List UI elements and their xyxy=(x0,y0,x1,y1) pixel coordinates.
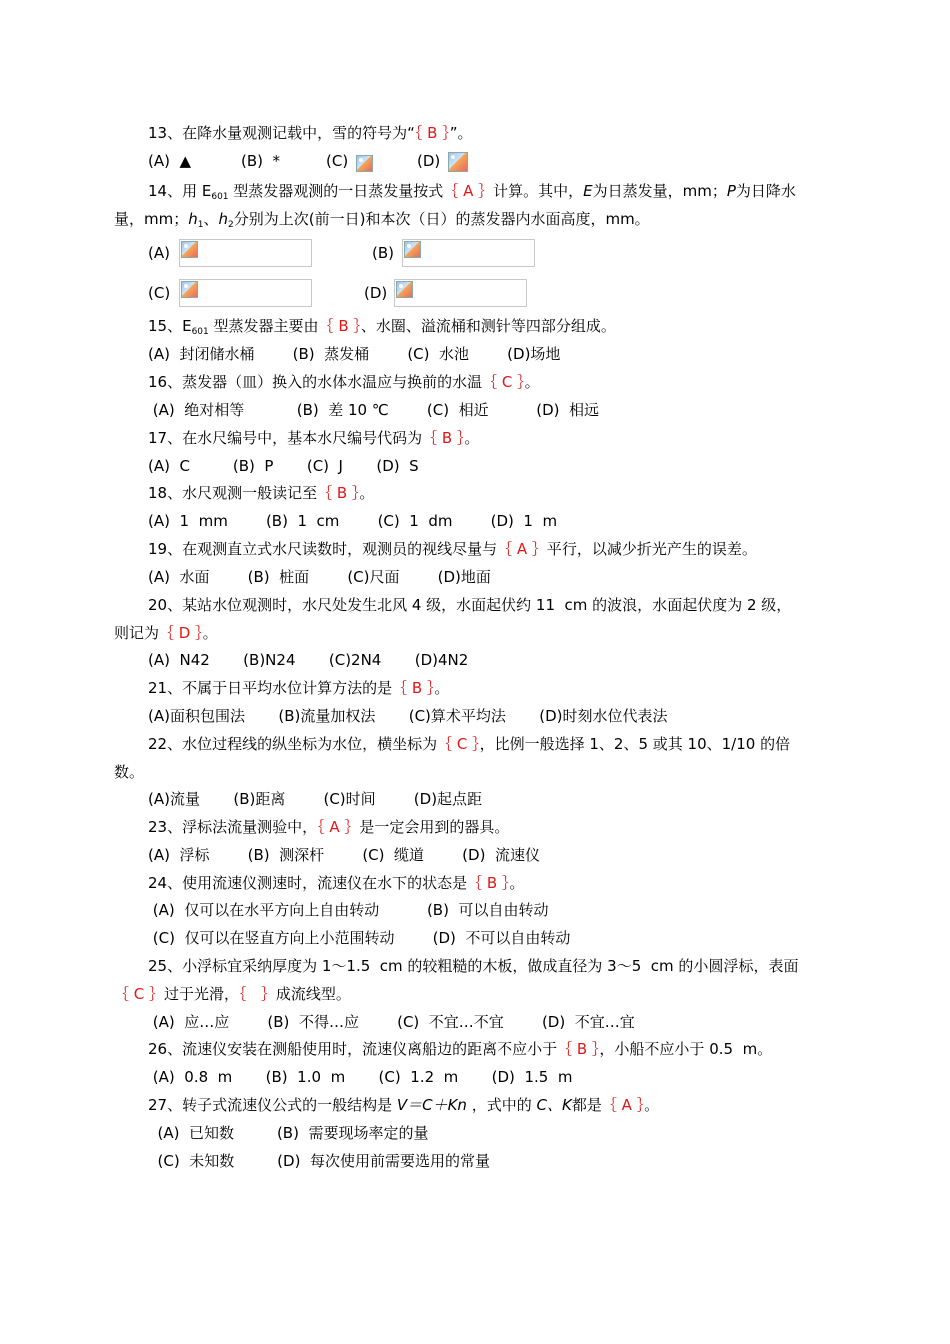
q13-text: 13、在降水量观测记载中，雪的符号为“ xyxy=(148,124,415,142)
question-23: 23、浮标法流量测验中，｛ A ｝是一定会用到的器具。 xyxy=(148,818,510,836)
question-27: 27、转子式流速仪公式的一般结构是 V＝C＋Kn ，式中的 C、K都是｛ A ｝。 xyxy=(148,1096,660,1114)
question-22: 22、水位过程线的纵坐标为水位，横坐标为｛ C ｝，比例一般选择 1、2、5 或其 10、1/10 的倍 xyxy=(148,735,791,753)
q17-options: (A) C (B) P (C) J (D) S xyxy=(148,457,419,475)
broken-image-icon xyxy=(181,241,198,258)
q20-answer: ｛ D ｝ xyxy=(159,624,203,642)
question-18: 18、水尺观测一般读记至｛ B ｝。 xyxy=(148,484,375,502)
broken-image-icon xyxy=(448,152,468,172)
q15-answer: ｛ B ｝ xyxy=(318,317,361,335)
broken-image-icon xyxy=(396,281,413,298)
q13-text-end: ”。 xyxy=(449,124,473,142)
q25-answer: ｛ C ｝ xyxy=(114,985,165,1003)
q13-option-a: (A) ▲ xyxy=(148,152,192,170)
question-25: 25、小浮标宜采纳厚度为 1～1.5 cm 的较粗糙的木板，做成直径为 3～5 cm 的小圆浮标，表面 xyxy=(148,957,799,975)
q16-answer: ｛ C ｝ xyxy=(482,373,525,391)
question-26: 26、流速仪安装在测船使用时，流速仪离船边的距离不应小于｛ B ｝，小船不应小于 0.5 m。 xyxy=(148,1040,773,1058)
q14-formula-b-image xyxy=(402,239,535,267)
question-20-cont: 则记为｛ D ｝。 xyxy=(114,624,218,642)
broken-image-icon xyxy=(404,241,421,258)
q14-option-b-label: (B) xyxy=(372,244,394,262)
q18-answer: ｛ B ｝ xyxy=(317,484,360,502)
q20-options: (A) N42 (B)N24 (C)2N4 (D)4N2 xyxy=(148,651,469,669)
q13-answer: ｛ B ｝ xyxy=(414,124,450,142)
q13-option-d-label: (D) xyxy=(417,152,441,170)
q23-answer: ｛ A ｝ xyxy=(317,818,360,836)
question-20: 20、某站水位观测时，水尺处发生北风 4 级，水面起伏约 11 cm 的波浪，水面起伏度为 2 级， xyxy=(148,596,792,614)
q19-options: (A) 水面 (B) 桩面 (C)尺面 (D)地面 xyxy=(148,568,491,586)
broken-image-icon xyxy=(181,281,198,298)
question-22-cont: 数。 xyxy=(114,763,145,781)
question-17: 17、在水尺编号中，基本水尺编号代码为｛ B ｝。 xyxy=(148,429,480,447)
q14-option-d-label: (D) xyxy=(364,284,388,302)
q27-options-row1: (A) 已知数 (B) 需要现场率定的量 xyxy=(148,1124,429,1142)
q21-answer: ｛ B ｝ xyxy=(392,679,435,697)
q14-answer: ｛ A ｝ xyxy=(443,182,494,200)
q27-options-row2: (C) 未知数 (D) 每次使用前需要选用的常量 xyxy=(148,1152,490,1170)
question-15: 15、$E_{601}$ 型蒸发器主要由｛ B ｝、水圈、溢流桶和测针等四部分组成。 xyxy=(148,317,616,337)
question-25-cont: ｛ C ｝过于光滑，｛ ｝成流线型。 xyxy=(114,985,351,1003)
question-16: 16、蒸发器（皿）换入的水体水温应与换前的水温｛ C ｝。 xyxy=(148,373,540,391)
q22-options: (A)流量 (B)距离 (C)时间 (D)起点距 xyxy=(148,790,483,808)
q25-answer-blank: ｛ ｝ xyxy=(239,985,276,1003)
question-14: 14、用 $E_{601}$ 型蒸发器观测的一日蒸发量按式｛ A ｝计算。其中，E为日蒸发量，mm；P为日降水 xyxy=(148,182,796,202)
q19-answer: ｛ A ｝ xyxy=(497,540,547,558)
q17-answer: ｛ B ｝ xyxy=(422,429,465,447)
q14-formula-c-image xyxy=(179,279,312,307)
q25-options: (A) 应…应 (B) 不得…应 (C) 不宜…不宜 (D) 不宜…宜 xyxy=(148,1013,635,1031)
q14-formula-d-image xyxy=(394,279,527,307)
q23-options: (A) 浮标 (B) 测深杆 (C) 缆道 (D) 流速仪 xyxy=(148,846,540,864)
question-21: 21、不属于日平均水位计算方法的是｛ B ｝。 xyxy=(148,679,450,697)
q26-options: (A) 0.8 m (B) 1.0 m (C) 1.2 m (D) 1.5 m xyxy=(148,1068,573,1086)
q26-answer: ｛ B ｝ xyxy=(557,1040,600,1058)
q16-options: (A) 绝对相等 (B) 差 10 ℃ (C) 相近 (D) 相远 xyxy=(148,401,600,419)
q13-option-c-label: (C) xyxy=(326,152,349,170)
q27-answer: ｛ A ｝ xyxy=(601,1096,645,1114)
q24-options-row2: (C) 仅可以在竖直方向上小范围转动 (D) 不可以自由转动 xyxy=(148,929,571,947)
broken-image-icon xyxy=(356,155,373,172)
q24-options-row1: (A) 仅可以在水平方向上自由转动 (B) 可以自由转动 xyxy=(148,901,549,919)
question-14-cont: 量，mm；$h_1$、$h_2$分别为上次(前一日)和本次（日）的蒸发器内水面高度，mm。 xyxy=(114,210,650,230)
question-13 xyxy=(148,123,472,143)
q14-option-c-label: (C) xyxy=(148,284,171,302)
q14-formula-a-image xyxy=(179,239,312,267)
q22-answer: ｛ C ｝ xyxy=(437,735,480,753)
q15-options: (A) 封闭储水桶 (B) 蒸发桶 (C) 水池 (D)场地 xyxy=(148,345,561,363)
q13-option-b: (B) * xyxy=(241,152,281,170)
q21-options: (A)面积包围法 (B)流量加权法 (C)算术平均法 (D)时刻水位代表法 xyxy=(148,707,668,725)
q14-option-a-label: (A) xyxy=(148,244,170,262)
question-19: 19、在观测直立式水尺读数时，观测员的视线尽量与｛ A ｝平行，以减少折光产生的误差。 xyxy=(148,540,757,558)
question-24: 24、使用流速仪测速时，流速仪在水下的状态是｛ B ｝。 xyxy=(148,874,525,892)
q18-options: (A) 1 mm (B) 1 cm (C) 1 dm (D) 1 m xyxy=(148,512,558,530)
q24-answer: ｛ B ｝ xyxy=(467,874,510,892)
